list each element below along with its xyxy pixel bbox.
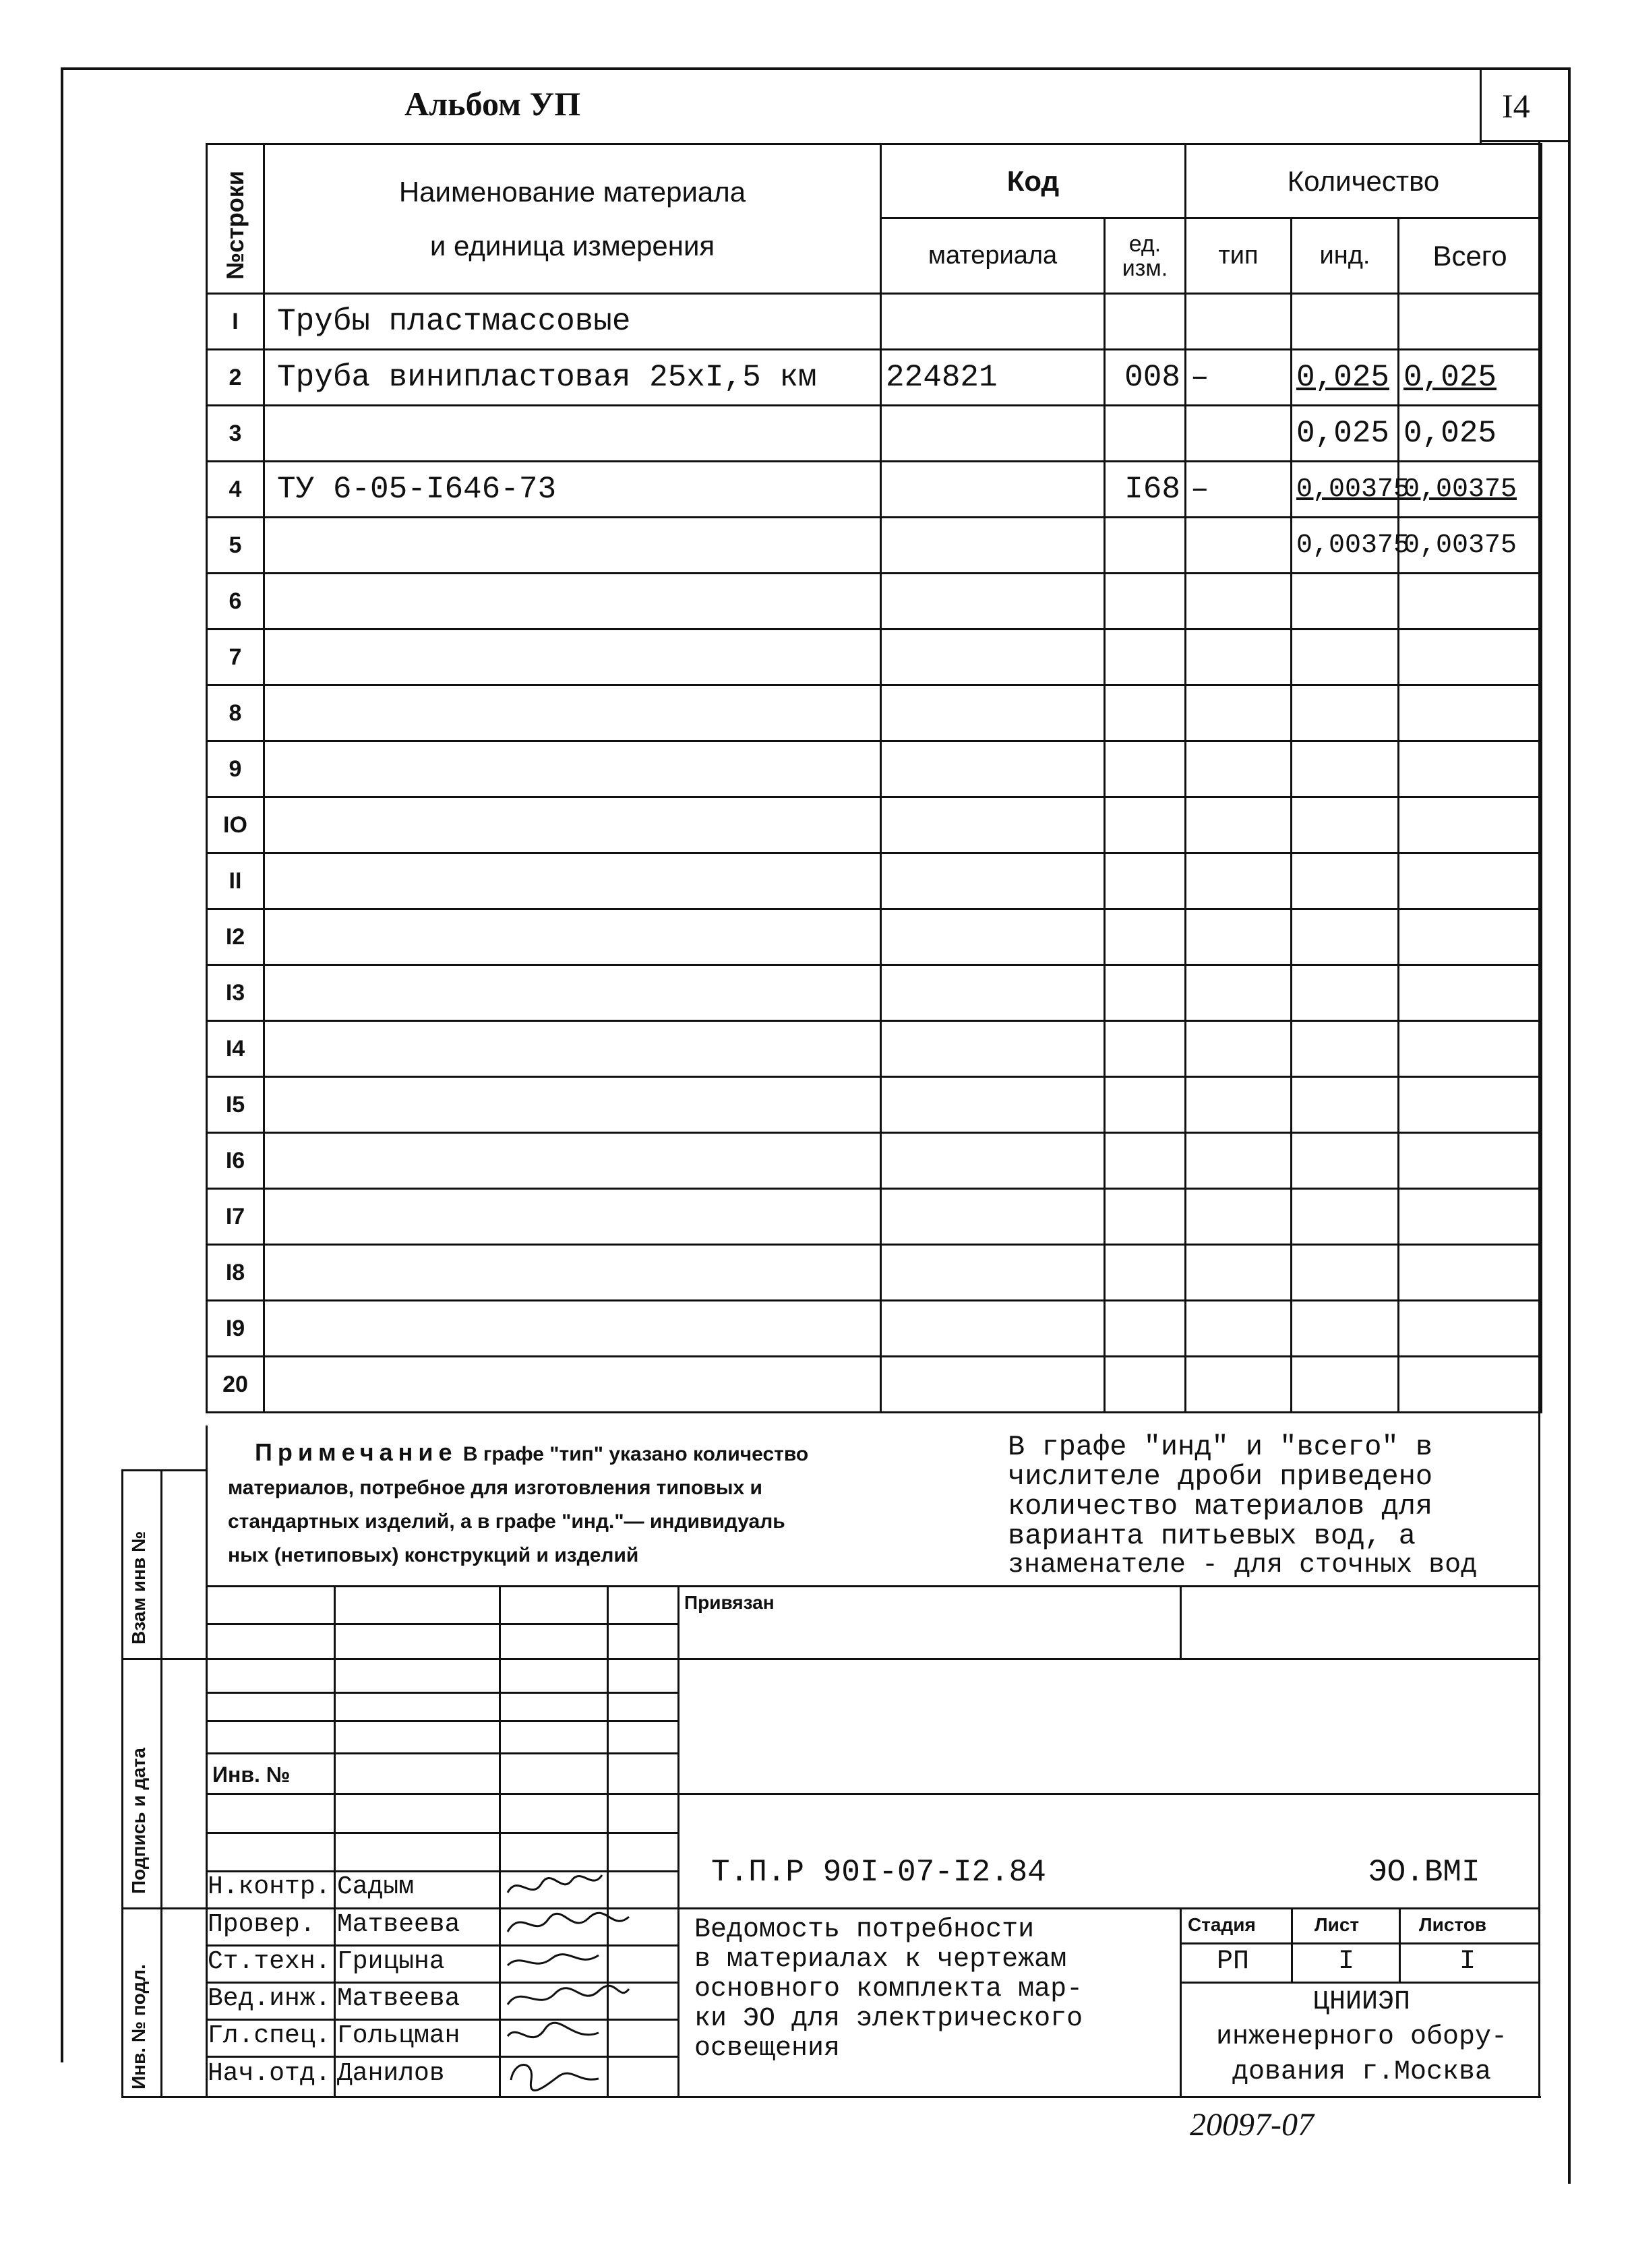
qty-total-cell [1399, 574, 1542, 630]
qty-total-cell [1399, 1077, 1542, 1133]
qty-type-cell [1186, 1301, 1292, 1357]
qty-type-cell [1186, 1189, 1292, 1245]
qty-total-cell: 0,025 [1399, 406, 1542, 462]
qty-type-cell [1186, 406, 1292, 462]
row-number-cell: 2 [207, 350, 264, 406]
col-name-line1: Наименование материала [398, 175, 746, 208]
material-name-cell [264, 1021, 881, 1077]
qty-total-cell [1399, 797, 1542, 853]
sidebar-vzam-label: Взам инв № [128, 1531, 149, 1645]
stamp-stage-h2 [1180, 1982, 1540, 1984]
material-code-cell [881, 630, 1105, 685]
qty-ind-cell [1292, 1357, 1399, 1413]
material-name-cell [264, 797, 881, 853]
sidebar-top [121, 1469, 206, 1471]
person-role-1: Н.контр. [208, 1872, 331, 1901]
row-number-cell: I4 [207, 1021, 264, 1077]
unit-code-cell [1105, 294, 1186, 350]
col-name-header [264, 144, 881, 294]
table-row [207, 1021, 1542, 1077]
col-row-no-label: №строки [221, 171, 249, 280]
table-row [207, 406, 1542, 462]
material-code-cell [881, 1357, 1105, 1413]
row-number-cell: I8 [207, 1245, 264, 1301]
signature-1 [504, 1867, 605, 1905]
row-number-cell: II [207, 853, 264, 909]
sheet-header: Лист [1314, 1914, 1360, 1935]
col-code-unit-line1: ед. [1128, 231, 1161, 257]
note-right-line2: числителе дроби приведено [1008, 1461, 1433, 1493]
qty-type-cell [1186, 574, 1292, 630]
person-name-3: Грицына [337, 1947, 445, 1976]
row-number-cell: I5 [207, 1077, 264, 1133]
table-row [207, 462, 1542, 518]
material-code-cell [881, 797, 1105, 853]
table-row [207, 853, 1542, 909]
qty-type-cell [1186, 853, 1292, 909]
unit-code-cell [1105, 518, 1186, 574]
table-row [207, 965, 1542, 1021]
stamp-stage-col1 [1291, 1907, 1293, 1982]
doc-title-line1: Ведомость потребности [694, 1915, 1035, 1945]
row-number-cell: I9 [207, 1301, 264, 1357]
note-left-text1: В графе "тип" указано количество [457, 1443, 809, 1465]
note-left-line1 [228, 1436, 1003, 1471]
sheets-header: Листов [1419, 1914, 1487, 1935]
qty-type-cell [1186, 965, 1292, 1021]
table-row [207, 350, 1542, 406]
col-row-no-header [207, 144, 264, 294]
col-qty-type-header: тип [1186, 218, 1292, 294]
signature-3 [504, 1942, 605, 1980]
stamp-grid-h13 [206, 2056, 677, 2058]
qty-ind-cell: 0,025 [1292, 350, 1399, 406]
qty-ind-cell [1292, 1133, 1399, 1189]
table-row [207, 518, 1542, 574]
doc-title [694, 1915, 1083, 2064]
sheet-value: I [1338, 1947, 1355, 1977]
signature-4 [504, 1979, 632, 2017]
col-code-unit-header [1105, 218, 1186, 294]
unit-code-cell [1105, 965, 1186, 1021]
material-name-cell [264, 853, 881, 909]
material-name-cell [264, 1357, 881, 1413]
material-name-cell [264, 574, 881, 630]
table-row [207, 909, 1542, 965]
unit-code-cell [1105, 574, 1186, 630]
note-right-line3: количество материалов для [1008, 1490, 1433, 1523]
doc-title-line2: в материалах к чертежам [694, 1944, 1067, 1975]
row-number-cell: 9 [207, 741, 264, 797]
stamp-grid-h6 [206, 1793, 1540, 1795]
materials-table [206, 143, 1542, 1413]
material-code-cell: 224821 [881, 350, 1105, 406]
stamp-left-grid-v1 [334, 1585, 336, 2097]
qty-total-cell [1399, 853, 1542, 909]
unit-code-cell: I68 [1105, 462, 1186, 518]
stage-header: Стадия [1188, 1914, 1256, 1935]
material-code-cell [881, 853, 1105, 909]
sidebar-inv-podl-label: Инв. № подл. [128, 1964, 149, 2089]
inv-no-label: Инв. № [212, 1763, 291, 1787]
unit-code-cell [1105, 909, 1186, 965]
qty-type-cell [1186, 1077, 1292, 1133]
table-row [207, 685, 1542, 741]
qty-type-cell [1186, 294, 1292, 350]
qty-ind-cell: 0,00375 [1292, 462, 1399, 518]
note-left-lead: Примечание [255, 1438, 458, 1466]
qty-ind-cell [1292, 1245, 1399, 1301]
stamp-grid-h2 [206, 1658, 1540, 1660]
doc-title-line3: основного комплекта мар- [694, 1974, 1083, 2004]
note-right [1008, 1432, 1547, 1581]
material-code-cell [881, 518, 1105, 574]
material-code-cell [881, 1021, 1105, 1077]
qty-total-cell: 0,025 [1399, 350, 1542, 406]
table-row [207, 630, 1542, 685]
qty-ind-cell [1292, 741, 1399, 797]
material-name-cell [264, 1245, 881, 1301]
table-row [207, 1357, 1542, 1413]
stamp-stage-col2 [1399, 1907, 1401, 1982]
person-name-1: Садым [337, 1872, 415, 1901]
qty-ind-cell [1292, 1189, 1399, 1245]
material-name-cell [264, 1077, 881, 1133]
unit-code-cell [1105, 1245, 1186, 1301]
table-row [207, 797, 1542, 853]
org-line2: инженерного обору- [1215, 2022, 1508, 2052]
qty-ind-cell [1292, 630, 1399, 685]
material-name-cell: Трубы пластмассовые [264, 294, 881, 350]
table-row [207, 1301, 1542, 1357]
table-row [207, 1245, 1542, 1301]
unit-code-cell [1105, 685, 1186, 741]
qty-type-cell [1186, 685, 1292, 741]
row-number-cell: I2 [207, 909, 264, 965]
org-line1: ЦНИИЭП [1312, 1987, 1411, 2017]
material-code-cell [881, 1077, 1105, 1133]
org-line3: дования г.Москва [1232, 2057, 1492, 2087]
qty-ind-cell [1292, 853, 1399, 909]
table-row [207, 1133, 1542, 1189]
qty-ind-cell [1292, 1077, 1399, 1133]
person-name-6: Данилов [337, 2059, 445, 2088]
row-number-cell: I7 [207, 1189, 264, 1245]
doc-code: Т.П.Р 90I-07-I2.84 [711, 1855, 1046, 1890]
col-code-header: Код [881, 144, 1186, 218]
material-code-cell [881, 1133, 1105, 1189]
qty-type-cell: – [1186, 462, 1292, 518]
qty-total-cell [1399, 1189, 1542, 1245]
note-right-line4: варианта питьевых вод, а [1008, 1520, 1416, 1552]
material-name-cell: ТУ 6-05-I646-73 [264, 462, 881, 518]
material-code-cell [881, 741, 1105, 797]
qty-type-cell [1186, 909, 1292, 965]
qty-type-cell [1186, 518, 1292, 574]
frame-left-line [61, 67, 63, 2062]
qty-type-cell [1186, 630, 1292, 685]
col-code-material-header: материала [881, 218, 1105, 294]
col-qty-total-header: Всего [1399, 218, 1542, 294]
qty-type-cell [1186, 1357, 1292, 1413]
material-name-cell [264, 630, 881, 685]
row-number-cell: 4 [207, 462, 264, 518]
qty-total-cell [1399, 1245, 1542, 1301]
row-number-cell: 7 [207, 630, 264, 685]
qty-ind-cell: 0,025 [1292, 406, 1399, 462]
qty-type-cell [1186, 1245, 1292, 1301]
material-code-cell [881, 965, 1105, 1021]
unit-code-cell [1105, 1357, 1186, 1413]
material-name-cell [264, 518, 881, 574]
material-name-cell [264, 741, 881, 797]
frame-top-line [61, 67, 1571, 70]
material-code-cell [881, 574, 1105, 630]
note-right-line5: знаменателе - для сточных вод [1008, 1550, 1478, 1581]
qty-total-cell [1399, 294, 1542, 350]
person-name-5: Гольцман [337, 2021, 460, 2050]
header-bottom-line [1480, 140, 1571, 142]
col-qty-ind-header: инд. [1292, 218, 1399, 294]
stamp-left-grid-v4 [677, 1585, 679, 2097]
unit-code-cell [1105, 1301, 1186, 1357]
qty-total-cell [1399, 1133, 1542, 1189]
qty-type-cell: – [1186, 350, 1292, 406]
qty-ind-cell [1292, 294, 1399, 350]
material-code-cell [881, 462, 1105, 518]
material-name-cell [264, 1301, 881, 1357]
stamp-grid-h12 [206, 2019, 677, 2021]
material-name-cell [264, 406, 881, 462]
col-qty-header: Количество [1186, 144, 1542, 218]
unit-code-cell [1105, 741, 1186, 797]
qty-total-cell [1399, 1357, 1542, 1413]
unit-code-cell [1105, 1133, 1186, 1189]
person-role-5: Гл.спец. [208, 2021, 331, 2050]
qty-ind-cell [1292, 965, 1399, 1021]
stamp-privyazan-split [1180, 1585, 1182, 1659]
sheet-number-box-left [1480, 70, 1482, 143]
row-number-cell: I6 [207, 1133, 264, 1189]
stamp-grid-h1 [206, 1623, 677, 1625]
row-number-cell: 5 [207, 518, 264, 574]
material-name-cell: Труба винипластовая 25хI,5 км [264, 350, 881, 406]
sidebar-split-2 [121, 1907, 206, 1909]
bottom-number: 20097-07 [1190, 2107, 1314, 2143]
stamp-top [206, 1585, 1540, 1587]
unit-code-cell [1105, 406, 1186, 462]
note-left-line2: материалов, потребное для изготовления типовых и [228, 1477, 762, 1499]
person-role-4: Вед.инж. [208, 1984, 331, 2013]
col-code-unit-line2: изм. [1122, 255, 1168, 281]
qty-type-cell [1186, 797, 1292, 853]
signature-2 [504, 1905, 632, 1942]
sidebar-inner-left [160, 1469, 162, 2097]
row-number-cell: 20 [207, 1357, 264, 1413]
table-row [207, 574, 1542, 630]
qty-total-cell: 0,00375 [1399, 518, 1542, 574]
doc-title-line5: освещения [694, 2033, 841, 2064]
row-number-cell: I3 [207, 965, 264, 1021]
qty-ind-cell [1292, 574, 1399, 630]
privyazan-label: Привязан [684, 1592, 775, 1613]
qty-ind-cell [1292, 797, 1399, 853]
sidebar-podpis-label: Подпись и дата [128, 1748, 149, 1894]
qty-total-cell [1399, 909, 1542, 965]
sidebar-split-1 [121, 1658, 206, 1660]
doc-mark: ЭО.ВМI [1368, 1855, 1480, 1890]
person-role-2: Провер. [208, 1910, 315, 1939]
unit-code-cell [1105, 797, 1186, 853]
signature-6 [504, 2053, 605, 2093]
qty-type-cell [1186, 1133, 1292, 1189]
material-name-cell [264, 965, 881, 1021]
stamp-grid-h10 [206, 1944, 677, 1947]
material-code-cell [881, 294, 1105, 350]
stage-value: РП [1217, 1947, 1250, 1977]
stamp-grid-h4 [206, 1720, 677, 1722]
stamp-grid-h5 [206, 1752, 677, 1754]
material-code-cell [881, 1189, 1105, 1245]
qty-ind-cell [1292, 1021, 1399, 1077]
qty-type-cell [1186, 741, 1292, 797]
person-name-2: Матвеева [337, 1910, 460, 1939]
qty-total-cell: 0,00375 [1399, 462, 1542, 518]
person-role-6: Нач.отд. [208, 2059, 331, 2088]
table-row [207, 741, 1542, 797]
qty-type-cell [1186, 1021, 1292, 1077]
material-code-cell [881, 1301, 1105, 1357]
album-title: Альбом УП [404, 85, 581, 123]
sheets-value: I [1459, 1947, 1476, 1977]
row-number-cell: 6 [207, 574, 264, 630]
stamp-stage-h1 [1180, 1942, 1540, 1944]
row-number-cell: 8 [207, 685, 264, 741]
qty-total-cell [1399, 965, 1542, 1021]
qty-total-cell [1399, 1021, 1542, 1077]
col-name-line2: и единица измерения [429, 229, 715, 262]
unit-code-cell: 008 [1105, 350, 1186, 406]
org-block [1183, 1985, 1540, 2090]
note-left [228, 1436, 1003, 1572]
row-number-cell: I [207, 294, 264, 350]
doc-title-line4: ки ЭО для электрического [694, 2004, 1083, 2034]
row-number-cell: 3 [207, 406, 264, 462]
note-left-line3: стандартных изделий, а в графе "инд."— индивидуаль [228, 1510, 785, 1533]
qty-ind-cell [1292, 685, 1399, 741]
unit-code-cell [1105, 1189, 1186, 1245]
material-code-cell [881, 406, 1105, 462]
row-number-cell: IO [207, 797, 264, 853]
person-name-4: Матвеева [337, 1984, 460, 2013]
material-name-cell [264, 1189, 881, 1245]
material-name-cell [264, 685, 881, 741]
stamp-grid-h7 [206, 1832, 677, 1834]
qty-ind-cell [1292, 1301, 1399, 1357]
unit-code-cell [1105, 1021, 1186, 1077]
stamp-grid-h3 [206, 1692, 677, 1694]
frame-right-line [1568, 67, 1571, 2184]
material-code-cell [881, 1245, 1105, 1301]
note-right-line1: В графе "инд" и "всего" в [1008, 1431, 1433, 1463]
qty-total-cell [1399, 685, 1542, 741]
qty-total-cell [1399, 630, 1542, 685]
note-left-line4: ных (нетиповых) конструкций и изделий [228, 1544, 639, 1566]
stamp-left-grid-v3 [607, 1585, 609, 2097]
sidebar-outer-left [121, 1469, 123, 2097]
unit-code-cell [1105, 853, 1186, 909]
qty-total-cell [1399, 1301, 1542, 1357]
material-code-cell [881, 909, 1105, 965]
material-code-cell [881, 685, 1105, 741]
table-row [207, 1077, 1542, 1133]
qty-total-cell [1399, 741, 1542, 797]
qty-ind-cell [1292, 909, 1399, 965]
stamp-stage-split-v [1180, 1907, 1182, 2097]
stamp-left-grid-v2 [499, 1585, 501, 2097]
material-name-cell [264, 909, 881, 965]
signature-5 [504, 2016, 605, 2054]
unit-code-cell [1105, 630, 1186, 685]
sheet-number: I4 [1502, 87, 1530, 125]
unit-code-cell [1105, 1077, 1186, 1133]
table-row [207, 294, 1542, 350]
table-row [207, 1189, 1542, 1245]
material-name-cell [264, 1133, 881, 1189]
qty-ind-cell: 0,00375 [1292, 518, 1399, 574]
person-role-3: Ст.техн. [208, 1947, 331, 1976]
stamp-grid-h9 [206, 1907, 1540, 1909]
